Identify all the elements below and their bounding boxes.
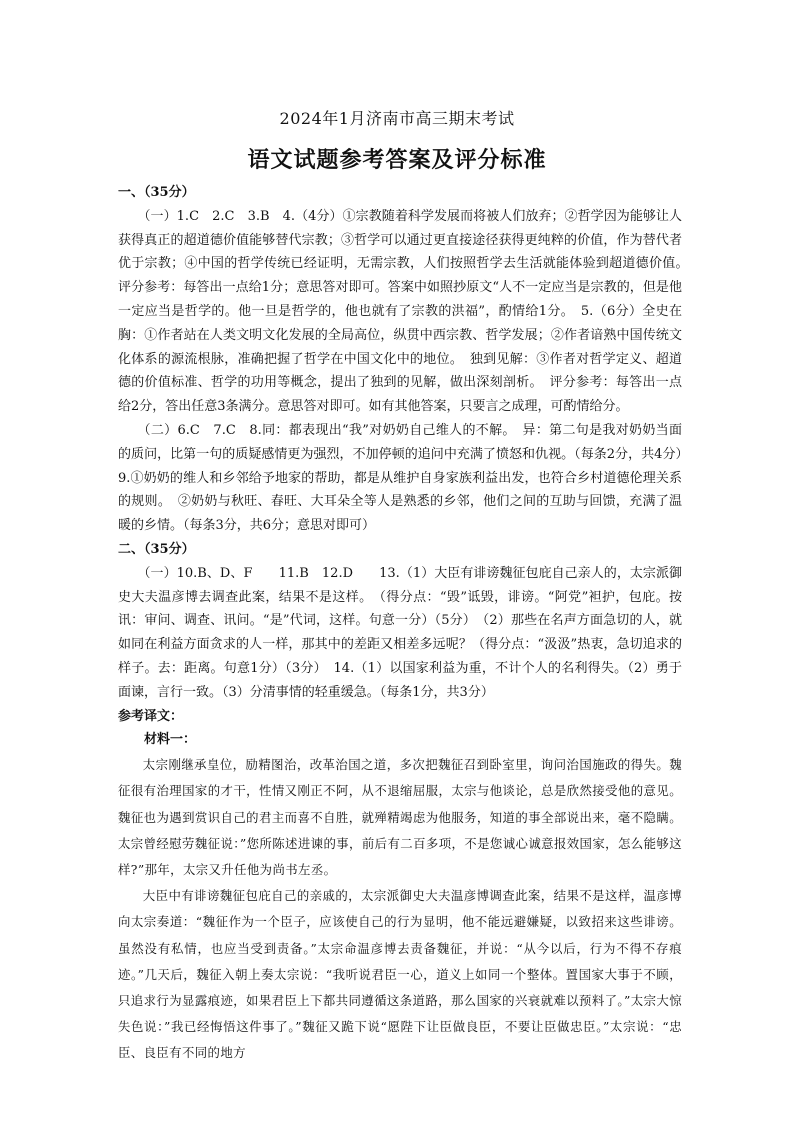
section-two-heading: 二、（35分）	[118, 541, 195, 557]
translation-heading: 参考译文：	[118, 708, 184, 724]
translation-paragraph-2: 大臣中有诽谤魏征包庇自己的亲戚的，太宗派御史大夫温彦博调查此案，结果不是这样，温彦博向太宗奏道：“魏征作为一个臣子，应该使自己的行为显明，他不能远避嫌疑，以致招来这些诽谤。虽然没有私情，也应当受到责备。”太宗命温彦博去责备魏征，并说：“从今以后，行为不得不存痕迹。”几天后，魏征入朝上奏太宗说：“我听说君臣一心，道义上如同一个整体。置国家大事于不顾，只追求行为显露痕迹，如果君臣上下都共同遵循这条道路，那么国家的兴衰就难以预料了。”太宗大惊失色说：”我已经悔悟这件事了。”魏征又跪下说“愿陛下让臣做良臣，不要让臣做忠臣。”太宗说：“忠臣、良臣有不同的地方	[118, 888, 682, 1061]
answer-content	[118, 181, 696, 1067]
section-one-heading: 一、（35分）	[118, 185, 195, 200]
translation-paragraph-1: 太宗刚继承皇位，励精图治，改革治国之道，多次把魏征召到卧室里，询问治国施政的得失。魏征很有治理国家的才干，性情又刚正不阿，从不退缩屈服，太宗与他谈论，总是欣然接受他的意见。魏征也为遇到赏识自己的君主而喜不自胜，就殚精竭虑为他服务，知道的事全部说出来，毫不隐瞒。太宗曾经慰劳魏征说：”您所陈述进谏的事，前后有二百多项，不是您诚心诚意报效国家，怎么能够这样?”那年，太宗又升任他为尚书左丞。	[118, 757, 682, 877]
section-one-part-one-answers: （一）1.C 2.C 3.B 4.（4分）①宗教随着科学发展而将被人们放弃；②哲学因为能够让人获得真正的超道德价值能够替代宗教；③哲学可以通过更直接途径获得更纯粹的价值，作为替代者优于宗教；④中国的哲学传统已经证明，无需宗教，人们按照哲学去生活就能体验到超道德价值。 评分参考：每答出一点给1分；意思答对即可。答案中如照抄原文“人不一定应当是宗教的，但是他一定应当是哲学的。他一旦是哲学的，他也就有了宗教的洪福”，酌情给1分。 5.（6分）全史在胸：①作者站在人类文明文化发展的全局高位，纵贯中西宗教、哲学发展；②作者谙熟中国传统文化体系的源流根脉，准确把握了哲学在中国文化中的地位。 独到见解：③作者对哲学定义、超道德的价值标准、哲学的功用等概念，提出了独到的见解，做出深刻剖析。 评分参考：每答出一点给2分，答出任意3条满分。意思答对即可。如有其他答案，只要言之成理，可酌情给分。	[118, 208, 696, 415]
page-title: 语文试题参考答案及评分标准	[247, 147, 547, 173]
section-one-part-two-answers: （二）6.C 7.C 8.同：都表现出“我”对奶奶自己维人的不解。 异：第二句是我对奶奶当面的质问，比第一句的质疑感情更为强烈，不加停顿的追问中充满了愤怒和仇视。（每条2分，共4分） 9.①奶奶的维人和乡邻给予地家的帮助，都是从维护自身家族利益出发，也符合乡村道德伦理关系的规则。 ②奶奶与秋旺、春旺、大耳朵全等人是熟悉的乡邻，他们之间的互助与回馈，充满了温暖的乡情。（每条3分，共6分；意思对即可）	[118, 422, 696, 534]
material-one-label: 材料一：	[144, 732, 197, 748]
exam-title: 2024年1月济南市高三期末考试	[279, 109, 515, 128]
section-two-answers: （一）10.B、D、F 11.B 12.D 13.（1）大臣有诽谤魏征包庇自己亲人的，太宗派御史大夫温彦博去调查此案，结果不是这样。 （得分点：“毁”诋毁，诽谤。“阿党”袒护，包庇。按讯：审问、调查、讯问。“是”代词，这样。句意一分）（5分） （2）那些在名声方面急切的人，就如同在利益方面贪求的人一样，那其中的差距又相差多远呢？（得分点：“汲汲”热衷，急切追求的样子。去：距离。句意1分）（3分） 14.（1）以国家利益为重，不计个人的名利得失。（2）勇于面谏，言行一致。（3）分清事情的轻重缓急。（每条1分，共3分）	[118, 565, 682, 700]
